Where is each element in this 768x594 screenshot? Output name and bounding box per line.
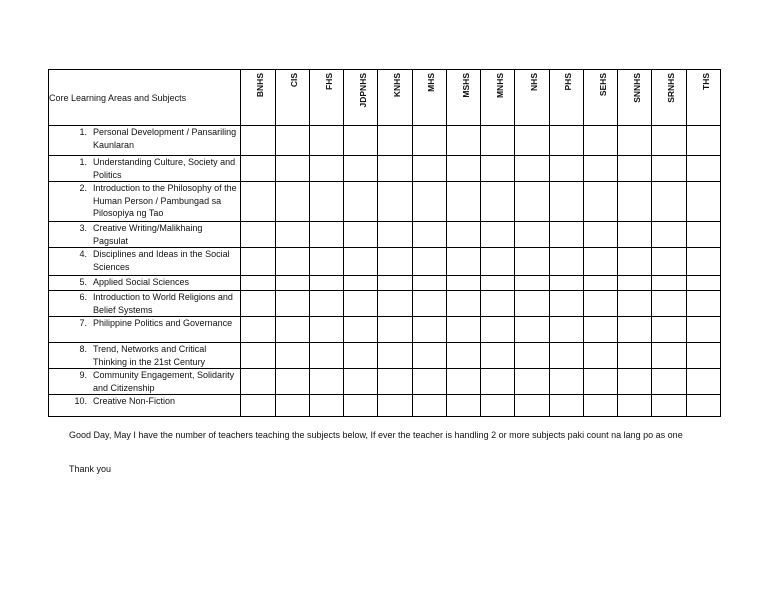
count-cell[interactable]: [412, 395, 446, 417]
subject-cell: [49, 369, 241, 395]
count-cell[interactable]: [344, 182, 378, 222]
count-cell[interactable]: [583, 126, 617, 156]
count-cell[interactable]: [275, 395, 309, 417]
count-cell[interactable]: [686, 126, 720, 156]
count-cell[interactable]: [549, 126, 583, 156]
school-header: [652, 70, 686, 126]
count-cell[interactable]: [652, 156, 686, 182]
count-cell[interactable]: [446, 126, 480, 156]
count-cell[interactable]: [378, 126, 412, 156]
count-cell[interactable]: [652, 222, 686, 248]
subject-entry: [49, 182, 240, 220]
count-cell[interactable]: [515, 248, 549, 276]
count-cell[interactable]: [515, 395, 549, 417]
count-cell[interactable]: [618, 182, 652, 222]
count-cell[interactable]: [549, 182, 583, 222]
subject-name: Introduction to the Philosophy of the Human Person / Pambungad sa Pilosopiya ng Tao: [93, 183, 237, 218]
table-row: [49, 291, 721, 317]
count-cell[interactable]: [344, 291, 378, 317]
count-cell[interactable]: [446, 156, 480, 182]
subject-cell: [49, 343, 241, 369]
subject-entry: [49, 126, 240, 151]
count-cell[interactable]: [583, 182, 617, 222]
school-header: [583, 70, 617, 126]
count-cell[interactable]: [378, 317, 412, 343]
subject-name: Trend, Networks and Critical Thinking in the 21st Century: [93, 344, 207, 367]
count-cell[interactable]: [481, 156, 515, 182]
subject-name: Philippine Politics and Governance: [93, 318, 233, 328]
count-cell[interactable]: [686, 291, 720, 317]
count-cell[interactable]: [275, 126, 309, 156]
count-cell[interactable]: [583, 222, 617, 248]
subjects-table: [48, 69, 721, 417]
count-cell[interactable]: [446, 369, 480, 395]
subject-name: Applied Social Sciences: [93, 277, 190, 287]
count-cell[interactable]: [652, 248, 686, 276]
table-row: [49, 222, 721, 248]
count-cell[interactable]: [446, 248, 480, 276]
count-cell[interactable]: [241, 291, 275, 317]
table-row: [49, 156, 721, 182]
count-cell[interactable]: [652, 276, 686, 291]
count-cell[interactable]: [481, 182, 515, 222]
count-cell[interactable]: [481, 395, 515, 417]
subject-entry: [49, 248, 240, 273]
count-cell[interactable]: [686, 395, 720, 417]
count-cell[interactable]: [481, 276, 515, 291]
count-cell[interactable]: [241, 222, 275, 248]
count-cell[interactable]: [652, 182, 686, 222]
count-cell[interactable]: [378, 291, 412, 317]
count-cell[interactable]: [309, 395, 343, 417]
subject-cell: [49, 317, 241, 343]
count-cell[interactable]: [344, 343, 378, 369]
count-cell[interactable]: [515, 126, 549, 156]
count-cell[interactable]: [309, 317, 343, 343]
count-cell[interactable]: [618, 395, 652, 417]
count-cell[interactable]: [549, 248, 583, 276]
subject-name: Understanding Culture, Society and Politics: [93, 157, 236, 180]
count-cell[interactable]: [686, 276, 720, 291]
count-cell[interactable]: [344, 248, 378, 276]
count-cell[interactable]: [275, 276, 309, 291]
count-cell[interactable]: [309, 182, 343, 222]
subject-number: 10.: [74, 396, 87, 406]
school-header: [412, 70, 446, 126]
school-code: CIS: [289, 73, 300, 88]
count-cell[interactable]: [309, 156, 343, 182]
count-cell[interactable]: [412, 126, 446, 156]
count-cell[interactable]: [686, 222, 720, 248]
school-code: SEHS: [597, 73, 608, 97]
school-code: PHS: [563, 73, 574, 91]
count-cell[interactable]: [378, 369, 412, 395]
school-header: [275, 70, 309, 126]
count-cell[interactable]: [241, 395, 275, 417]
subject-name: Community Engagement, Solidarity and Citizenship: [93, 370, 235, 393]
school-code: MNHS: [494, 73, 505, 99]
count-cell[interactable]: [686, 317, 720, 343]
count-cell[interactable]: [275, 156, 309, 182]
count-cell[interactable]: [412, 276, 446, 291]
count-cell[interactable]: [412, 369, 446, 395]
table-row: [49, 126, 721, 156]
subject-name: Introduction to World Religions and Belief Systems: [93, 292, 233, 315]
count-cell[interactable]: [583, 248, 617, 276]
count-cell[interactable]: [378, 276, 412, 291]
subject-entry: [49, 222, 240, 247]
count-cell[interactable]: [275, 291, 309, 317]
count-cell[interactable]: [446, 222, 480, 248]
count-cell[interactable]: [583, 276, 617, 291]
subject-entry: [49, 395, 240, 408]
count-cell[interactable]: [686, 156, 720, 182]
count-cell[interactable]: [275, 222, 309, 248]
count-cell[interactable]: [378, 182, 412, 222]
count-cell[interactable]: [412, 248, 446, 276]
school-code: FHS: [323, 73, 334, 90]
subject-entry: [49, 343, 240, 368]
subject-entry: [49, 369, 240, 394]
count-cell[interactable]: [378, 222, 412, 248]
count-cell[interactable]: [481, 291, 515, 317]
table-row: [49, 182, 721, 222]
subject-cell: [49, 276, 241, 291]
school-header: [618, 70, 652, 126]
header-row: [49, 70, 721, 126]
count-cell[interactable]: [686, 343, 720, 369]
school-header: [686, 70, 720, 126]
count-cell[interactable]: [652, 126, 686, 156]
count-cell[interactable]: [549, 343, 583, 369]
count-cell[interactable]: [583, 395, 617, 417]
count-cell[interactable]: [446, 317, 480, 343]
subject-name: Creative Non-Fiction: [93, 396, 176, 406]
count-cell[interactable]: [309, 343, 343, 369]
subject-name: Personal Development / Pansariling Kaunlaran: [93, 127, 237, 150]
school-code: SNNHS: [631, 73, 642, 103]
count-cell[interactable]: [515, 343, 549, 369]
school-header: [515, 70, 549, 126]
count-cell[interactable]: [378, 395, 412, 417]
count-cell[interactable]: [583, 291, 617, 317]
count-cell[interactable]: [446, 182, 480, 222]
count-cell[interactable]: [446, 291, 480, 317]
subject-number: 4.: [79, 249, 87, 259]
count-cell[interactable]: [344, 395, 378, 417]
subject-entry: [49, 317, 240, 330]
count-cell[interactable]: [549, 395, 583, 417]
count-cell[interactable]: [309, 369, 343, 395]
subject-number: 8.: [79, 344, 87, 354]
count-cell[interactable]: [686, 248, 720, 276]
count-cell[interactable]: [481, 369, 515, 395]
count-cell[interactable]: [652, 395, 686, 417]
subject-number: 5.: [79, 277, 87, 287]
count-cell[interactable]: [344, 317, 378, 343]
count-cell[interactable]: [515, 222, 549, 248]
count-cell[interactable]: [241, 276, 275, 291]
count-cell[interactable]: [344, 126, 378, 156]
count-cell[interactable]: [481, 317, 515, 343]
thank-you-text: Thank you: [69, 464, 112, 474]
count-cell[interactable]: [686, 182, 720, 222]
count-cell[interactable]: [378, 343, 412, 369]
count-cell[interactable]: [618, 222, 652, 248]
school-code: NHS: [529, 73, 540, 91]
subject-cell: [49, 248, 241, 276]
count-cell[interactable]: [241, 182, 275, 222]
subject-cell: [49, 291, 241, 317]
count-cell[interactable]: [618, 248, 652, 276]
count-cell[interactable]: [309, 248, 343, 276]
count-cell[interactable]: [412, 291, 446, 317]
subject-name: Creative Writing/Malikhaing Pagsulat: [93, 223, 203, 246]
count-cell[interactable]: [446, 395, 480, 417]
table-row: [49, 317, 721, 343]
count-cell[interactable]: [618, 276, 652, 291]
count-cell[interactable]: [344, 276, 378, 291]
count-cell[interactable]: [515, 291, 549, 317]
count-cell[interactable]: [309, 222, 343, 248]
school-code: MHS: [426, 73, 437, 92]
subject-cell: [49, 182, 241, 222]
count-cell[interactable]: [344, 156, 378, 182]
count-cell[interactable]: [378, 248, 412, 276]
count-cell[interactable]: [515, 182, 549, 222]
count-cell[interactable]: [481, 222, 515, 248]
count-cell[interactable]: [481, 343, 515, 369]
count-cell[interactable]: [412, 156, 446, 182]
count-cell[interactable]: [618, 343, 652, 369]
count-cell[interactable]: [549, 276, 583, 291]
school-header: [241, 70, 275, 126]
subject-cell: [49, 222, 241, 248]
count-cell[interactable]: [241, 369, 275, 395]
count-cell[interactable]: [618, 291, 652, 317]
count-cell[interactable]: [275, 369, 309, 395]
count-cell[interactable]: [652, 291, 686, 317]
request-note: Good Day, May I have the number of teachers teaching the subjects below, If ever the teacher is handling 2 or more subjects paki count na lang po as one: [69, 430, 683, 440]
count-cell[interactable]: [309, 126, 343, 156]
table-row: [49, 276, 721, 291]
table-row: [49, 248, 721, 276]
subject-number: 7.: [79, 318, 87, 328]
count-cell[interactable]: [618, 126, 652, 156]
school-code: THS: [700, 73, 711, 90]
count-cell[interactable]: [412, 222, 446, 248]
school-code: BNHS: [255, 73, 266, 98]
subject-entry: [49, 276, 240, 289]
table-row: [49, 369, 721, 395]
school-header: [309, 70, 343, 126]
subject-entry: [49, 291, 240, 316]
count-cell[interactable]: [344, 369, 378, 395]
count-cell[interactable]: [446, 276, 480, 291]
school-header: [344, 70, 378, 126]
count-cell[interactable]: [618, 317, 652, 343]
subject-cell: [49, 395, 241, 417]
count-cell[interactable]: [446, 343, 480, 369]
school-code: SRNHS: [666, 73, 677, 103]
school-code: MSHS: [460, 73, 471, 98]
subject-number: 1.: [79, 127, 87, 137]
subject-number: 2.: [79, 183, 87, 193]
count-cell[interactable]: [686, 369, 720, 395]
count-cell[interactable]: [618, 369, 652, 395]
count-cell[interactable]: [583, 343, 617, 369]
count-cell[interactable]: [309, 276, 343, 291]
school-code: KNHS: [392, 73, 403, 98]
subject-number: 6.: [79, 292, 87, 302]
count-cell[interactable]: [549, 156, 583, 182]
count-cell[interactable]: [241, 317, 275, 343]
count-cell[interactable]: [275, 317, 309, 343]
count-cell[interactable]: [241, 248, 275, 276]
count-cell[interactable]: [618, 156, 652, 182]
school-header: [481, 70, 515, 126]
count-cell[interactable]: [583, 369, 617, 395]
count-cell[interactable]: [275, 248, 309, 276]
subject-number: 1.: [79, 157, 87, 167]
school-header: [378, 70, 412, 126]
count-cell[interactable]: [275, 343, 309, 369]
count-cell[interactable]: [549, 291, 583, 317]
table-header-label: Core Learning Areas and Subjects: [49, 70, 241, 126]
subject-cell: [49, 126, 241, 156]
count-cell[interactable]: [309, 291, 343, 317]
subject-name: Disciplines and Ideas in the Social Sciences: [93, 249, 230, 272]
count-cell[interactable]: [241, 126, 275, 156]
count-cell[interactable]: [412, 317, 446, 343]
count-cell[interactable]: [412, 182, 446, 222]
count-cell[interactable]: [515, 369, 549, 395]
count-cell[interactable]: [583, 317, 617, 343]
school-header: [446, 70, 480, 126]
count-cell[interactable]: [378, 156, 412, 182]
count-cell[interactable]: [241, 343, 275, 369]
count-cell[interactable]: [481, 126, 515, 156]
school-header: [549, 70, 583, 126]
table-row: [49, 343, 721, 369]
count-cell[interactable]: [652, 343, 686, 369]
count-cell[interactable]: [515, 317, 549, 343]
school-code: JDPNHS: [357, 73, 368, 108]
subject-entry: [49, 156, 240, 181]
count-cell[interactable]: [412, 343, 446, 369]
count-cell[interactable]: [275, 182, 309, 222]
count-cell[interactable]: [515, 156, 549, 182]
subject-cell: [49, 156, 241, 182]
count-cell[interactable]: [652, 317, 686, 343]
count-cell[interactable]: [549, 222, 583, 248]
count-cell[interactable]: [481, 248, 515, 276]
count-cell[interactable]: [583, 156, 617, 182]
table-row: [49, 395, 721, 417]
count-cell[interactable]: [241, 156, 275, 182]
count-cell[interactable]: [515, 276, 549, 291]
count-cell[interactable]: [549, 317, 583, 343]
count-cell[interactable]: [344, 222, 378, 248]
subject-number: 3.: [79, 223, 87, 233]
count-cell[interactable]: [652, 369, 686, 395]
subject-number: 9.: [79, 370, 87, 380]
count-cell[interactable]: [549, 369, 583, 395]
